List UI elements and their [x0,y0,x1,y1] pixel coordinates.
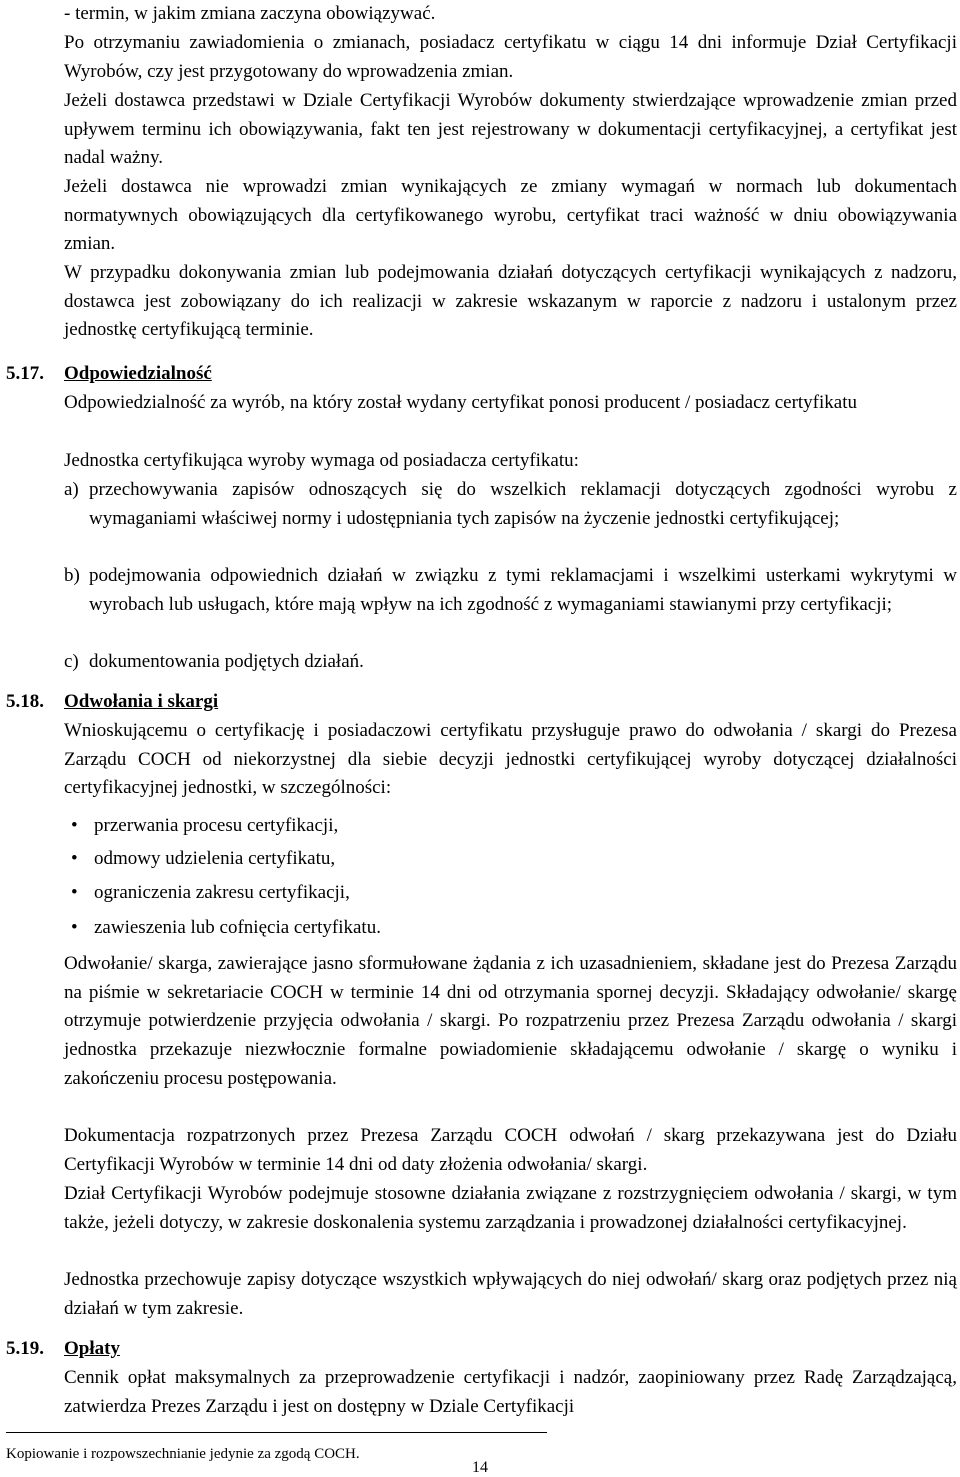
bullet-text: przerwania procesu certyfikacji, [94,815,339,836]
section-title: Opłaty [64,1338,120,1359]
bullet-icon: • [71,815,78,836]
bullet-icon: • [71,917,78,938]
section-title: Odpowiedzialność [64,363,212,384]
paragraph: Cennik opłat maksymalnych za przeprowadzenie certyfikacji i nadzór, zaopiniowany przez Radę Zarządzającą, zatwierdza Prezes Zarządu i jest on dostępny w Dziale Certyfikacji [64,1367,957,1417]
footer-note: Kopiowanie i rozpowszechnianie jedynie za zgodą COCH. [6,1446,360,1462]
intro-line: - termin, w jakim zmiana zaczyna obowiązywać. [64,3,436,24]
section-title: Odwołania i skargi [64,691,219,712]
section-heading-5-17 [6,360,212,389]
list-marker: b) [64,565,80,586]
page-number: 14 [472,1459,488,1476]
paragraph: W przypadku dokonywania zmian lub podejmowania działań dotyczących certyfikacji wynikających z nadzoru, dostawca jest zobowiązany do ich realizacji w zakresie wskazanym w raporcie z nadzoru i ustalonym przez jednostkę certyfikującą terminie. [64,262,957,341]
paragraph: Jeżeli dostawca przedstawi w Dziale Certyfikacji Wyrobów dokumenty stwierdzające wprowadzenie zmian przed upływem terminu ich obowiązywania, fakt ten jest rejestrowany w dokumentacji certyfikacyjnej, a certyfikat jest nadal ważny. [64,90,957,169]
paragraph: Jednostka certyfikująca wyroby wymaga od posiadacza certyfikatu: [64,450,579,471]
paragraph: Jeżeli dostawca nie wprowadzi zmian wynikających ze zmiany wymagań w normach lub dokumentach normatywnych obowiązujących dla certyfikowanego wyrobu, certyfikat traci ważność w dniu obowiązywania zmian. [64,176,957,255]
bullet-text: zawieszenia lub cofnięcia certyfikatu. [94,917,381,938]
bullet-text: odmowy udzielenia certyfikatu, [94,848,336,869]
list-item-text: dokumentowania podjętych działań. [89,651,364,672]
paragraph: Dział Certyfikacji Wyrobów podejmuje stosowne działania związane z rozstrzygnięciem odwołania / skargi, w tym także, jeżeli dotyczy, w zakresie doskonalenia systemu zarządzania i prowadzonej działalności certyfikacyjnej. [64,1183,957,1233]
bullet-icon: • [71,848,78,869]
paragraph: Odwołanie/ skarga, zawierające jasno sformułowane żądania z ich uzasadnieniem, składane jest do Prezesa Zarządu na piśmie w sekretariacie COCH w terminie 14 dni od otrzymania spornej decyzji. Składający odwołanie/ skargę otrzymuje potwierdzenie przyjęcia odwołania / skargi. Po rozpatrzeniu przez Prezesa Zarządu odwołania / skargi jednostka przekazuje niezwłocznie formalne powiadomienie składającemu odwołanie / skargę o wyniku i zakończeniu procesu postępowania. [64,953,957,1089]
paragraph: Dokumentacja rozpatrzonych przez Prezesa Zarządu COCH odwołań / skarg przekazywana jest do Działu Certyfikacji Wyrobów w terminie 14 dni od daty złożenia odwołania/ skargi. [64,1125,957,1175]
footer-divider [6,1432,547,1433]
bullet-text: ograniczenia zakresu certyfikacji, [94,882,350,903]
paragraph: Wnioskującemu o certyfikację i posiadaczowi certyfikatu przysługuje prawo do odwołania / skargi do Prezesa Zarządu COCH od niekorzystnej dla siebie decyzji jednostki certyfikującej wyroby dotyczącej działalności certyfikacyjnej jednostki, w szczególności: [64,720,957,799]
section-heading-5-18 [6,688,218,717]
paragraph: Jednostka przechowuje zapisy dotyczące wszystkich wpływających do niej odwołań/ skarg oraz podjętych przez nią działań w tym zakresie. [64,1269,957,1319]
section-heading-5-19 [6,1335,120,1364]
list-item-text: przechowywania zapisów odnoszących się do wszelkich reklamacji dotyczących zgodności wyrobu z wymaganiami właściwej normy i udostępniania tych zapisów na życzenie jednostki certyfikującej; [89,479,957,529]
paragraph: Po otrzymaniu zawiadomienia o zmianach, posiadacz certyfikatu w ciągu 14 dni informuje Dział Certyfikacji Wyrobów, czy jest przygotowany do wprowadzenia zmian. [64,32,957,82]
paragraph: Odpowiedzialność za wyrób, na który został wydany certyfikat ponosi producent / posiadacz certyfikatu [64,392,857,413]
section-number: 5.17. [6,363,44,384]
list-item-text: podejmowania odpowiednich działań w związku z tymi reklamacjami i wszelkimi usterkami wykrytymi w wyrobach lub usługach, które mają wpływ na ich zgodność z wymaganiami stawianymi przy certyfikacji; [89,565,957,615]
section-number: 5.19. [6,1338,44,1359]
section-number: 5.18. [6,691,44,712]
list-marker: c) [64,651,79,672]
bullet-icon: • [71,882,78,903]
list-marker: a) [64,479,79,500]
